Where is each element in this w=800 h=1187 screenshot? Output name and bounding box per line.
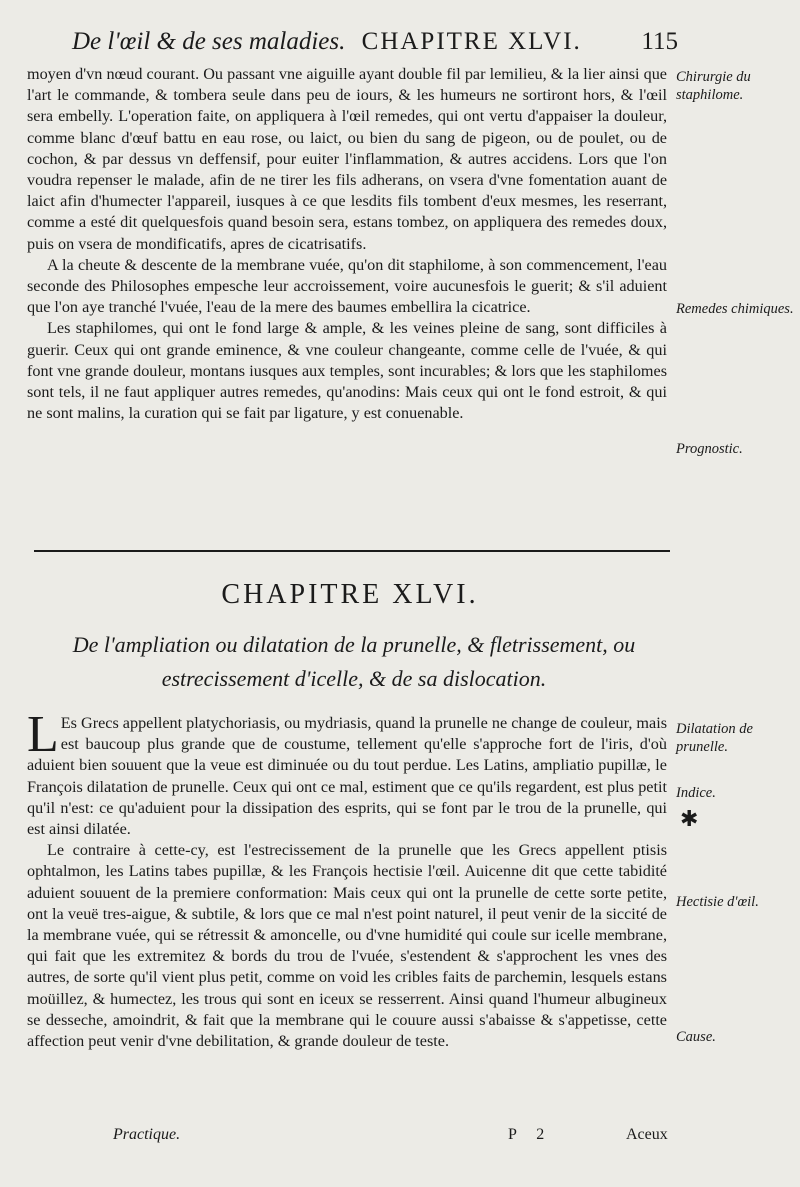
margin-note-cause: Cause. [676, 1029, 716, 1045]
paragraph: moyen d'vn nœud courant. Ou passant vne aiguille ayant double fil par lemilieu, & la lier ainsi que l'art le commande, & tombera seule dans peu de iours, & les humeurs ne sortiront hors, & l'œil sera embelly. L'operation faite, on appliquera à l'œil remedes, qui ont vertu d'appaiser la douleur, comme blanc d'œuf battu en eau rose, ou laict, ou bien du sang de pigeon, ou de poulet, ou de cochon, & par dessus vn deffensif, pour euiter l'inflammation, & autres accidens. Lors que l'on voudra repenser le malade, afin de ne tirer les fils adherans, on vsera d'vne fomentation auant de laict afin d'humecter l'appareil, iusques à ce que lesdits fils tombent d'eux mesmes, les reserrant, comme a esté dit quelquesfois quand besoin sera, estans tombez, on appliquera des remedes doux, puis on vsera de mondificatifs, apres de cicatrisatifs. [27, 65, 667, 253]
header-title: De l'œil & de ses maladies. [72, 28, 346, 55]
paragraph: Les staphilomes, qui ont le fond large & ample, & les veines pleine de sang, sont difficiles à guerir. Ceux qui ont grande eminence, & vne couleur changeante, comme celle de l'vuée, & qui font vne grande douleur, montans iusques aux temples, sont incurables; & lors que les staphilomes sont tels, il ne faut appliquer autres remedes, qu'anodins: Mais ceux qui ont le fond estroit, & qui ne sont malins, la curation qui se fait par ligature, y est conuenable. [27, 319, 667, 423]
footer-signature-mark: P 2 [508, 1126, 553, 1143]
page-number: 115 [641, 28, 678, 55]
paragraph [27, 706, 667, 840]
paragraph-text: Es Grecs appellent platychoriasis, ou mydriasis, quand la prunelle ne change de couleur, mais est baucoup plus grande que de coustume, tellement qu'elle s'approche fort de l'iris, d'où aduient bien souuent que la veue est diminuée ou du tout perdue. Les Latins, ampliatio pupillæ, le François dilatation de prunelle. Ceux qui ont ce mal, estiment que ce qu'ils regardent, est plus petit qu'il n'est: ce qu'aduient pour la dissipation des esprits, qui se font par le trou de la prunelle, qui est ainsi dilatée. [27, 714, 667, 839]
footer-running-title: Practique. [113, 1126, 181, 1143]
margin-note-prognostic: Prognostic. [676, 441, 743, 457]
margin-note-remedes: Remedes chimiques. [676, 301, 794, 317]
asterisk-icon: ✱ [680, 806, 699, 831]
section2-body [27, 706, 667, 1052]
margin-note-indice: Indice. [676, 785, 716, 801]
chapter-heading: CHAPITRE XLVI. [221, 579, 479, 610]
chapter-title: De l'ampliation ou dilatation de la prunelle, & fletrissement, ou estrecissement d'icelle, & de sa dislocation. [72, 632, 636, 691]
paragraph: Le contraire à cette-cy, est l'estrecissement de la prunelle que les Grecs appellent ptisis ophtalmon, les Latins tabes pupillæ, & les François hectisie l'œil. Auicenne dit que cette tabidité aduient souuent de la premiere conformation: Mais ceux qui ont la prunelle de cette sorte petite, ont la veuë tres-aigue, & subtile, & lors que ce mal n'est point naturel, il peut venir de la siccité de la membrane vuée, qui se rétressit & amoncelle, ou d'vne humidité qui coule sur icelle membrane, qui fait que les extremitez & bords du trou de l'vuée, s'estendent & s'approchent les vnes des autres, de sorte qu'il vient plus petit, comme on void les cribles faits de parchemin, lesquels estans moüillez, & humectez, les trous qui sont en iceux se resserrent. Ainsi quand l'humeur albugineux se desseche, amoindrit, & fait que la membrane qui le couure aussi s'abaisse & s'appetisse, cette affection peut venir d'vne debilitation, & grande douleur de teste. [27, 841, 667, 1051]
section-divider [34, 550, 670, 552]
section1-body [27, 64, 667, 424]
margin-note-hectisie: Hectisie d'œil. [676, 894, 759, 910]
running-header [72, 28, 678, 56]
drop-cap: L [27, 706, 59, 763]
margin-note-chirurgie: Chirurgie du staphilome. [676, 69, 751, 103]
header-chapter: CHAPITRE XLVI. [361, 28, 582, 55]
margin-note-dilatation: Dilatation de prunelle. [676, 721, 753, 755]
paragraph: A la cheute & descente de la membrane vuée, qu'on dit staphilome, à son commencement, l'eau seconde des Philosophes empesche leur accroissement, voire aucunesfois le guerit; & s'il aduient que l'on aye tranché l'vuée, l'eau de la mere des baumes embellira la cicatrice. [27, 255, 667, 317]
footer-catchword: Aceux [626, 1126, 668, 1143]
